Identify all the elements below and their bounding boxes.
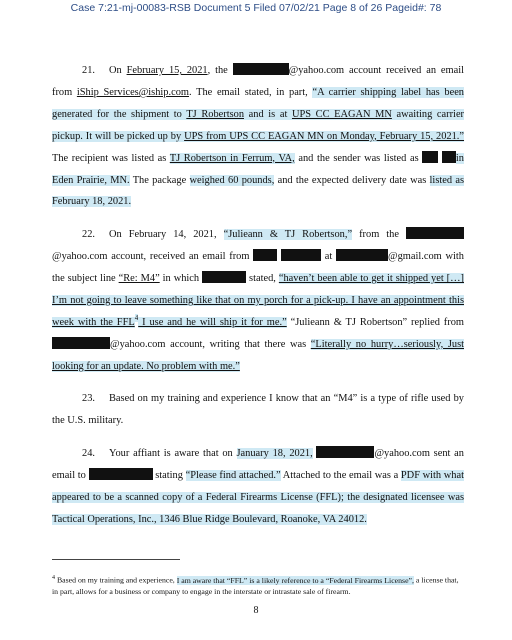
paragraph-number: 21.	[82, 65, 95, 76]
redaction	[316, 446, 374, 458]
footnote-divider	[52, 559, 180, 560]
redaction	[89, 468, 153, 480]
paragraph-number: 24.	[82, 448, 95, 460]
highlight: “Please find attached.”	[185, 470, 281, 482]
highlight: and is at	[244, 108, 292, 120]
redaction	[336, 249, 388, 261]
redaction	[442, 151, 456, 163]
highlight: January 18, 2021,	[236, 448, 313, 460]
case-header: Case 7:21-mj-00083-RSB Document 5 Filed 07/02/21 Page 8 of 26 Pageid#: 78	[70, 2, 442, 14]
footnote-number: 4	[52, 575, 55, 581]
page-number: 8	[253, 605, 259, 616]
highlight: with what appeared to be a scanned copy of a Federal Firearms License (FFL); the designated licensee was Tactical Operations, Inc., 1346 Blue Ridge Boulevard, Roanoke, VA 24012.	[52, 470, 464, 525]
paragraph-24: 24. Your affiant is aware that on January 18, 2021, @yahoo.com sent an email to stating “Please find attached.” Attached to the email was a PDF with what appeared to be a scanned copy of a Federal Firearms License (FFL); the designated licensee was Tactical Operations, Inc., 1346 Blue Ridge Boulevard, Roanoke, VA 24012.	[52, 448, 464, 525]
highlight: PDF	[400, 470, 420, 482]
highlight: “haven’t been able to get it shipped yet […] I’m not going to leave something like that on my porch for a pick-up. I have an appointment this week with the FFL	[52, 273, 464, 328]
redaction	[281, 249, 321, 261]
redaction	[406, 227, 464, 239]
highlight: TJ Robertson	[186, 108, 245, 120]
highlight: “A carrier shipping label has been generated for the shipment to	[52, 86, 464, 120]
highlight: I use and he will ship it for me.”	[138, 316, 287, 328]
highlight: “Julieann & TJ Robertson,”	[223, 229, 353, 241]
redaction	[253, 249, 277, 261]
redaction	[422, 151, 438, 163]
date: February 15, 2021	[126, 65, 208, 76]
highlight: in Eden Prairie, MN.	[52, 152, 465, 186]
redaction	[202, 271, 246, 283]
highlight: listed as February 18, 2021.	[52, 174, 465, 208]
sender-email: iShip Services@iship.com	[76, 86, 189, 98]
paragraph-number: 23.	[82, 393, 95, 405]
highlight: UPS CC EAGAN MN	[291, 108, 392, 120]
footnote: $^4$ Based on my training and experience, I am aware that “FFL” is a likely reference to a “Federal Firearms License”, a license that, in part, allows for a business or company to engage in the interstate or intrastate sale of firearm.	[52, 575, 459, 597]
paragraph-21: 21. On February 15, 2021, the @yahoo.com account received an email from iShip Services@iship.com. The email stated, in part, “A carrier shipping label has been generated for the shipment to TJ Robertson and is at UPS CC EAGAN MN awaiting carrier pickup. It will be picked up by UPS from UPS CC EAGAN MN on Monday, February 15, 2021.” The recipient was listed as TJ Robertson in Ferrum, VA, and the sender was listed as in Eden Prairie, MN. The package weighed 60 pounds, and the expected delivery date was listed as February 18, 2021.	[52, 65, 465, 208]
email-subject: “Re: M4”	[118, 273, 160, 285]
highlight: “Literally no hurry…seriously, Just looking for an update. No problem with me.”	[52, 338, 464, 372]
highlight: UPS from UPS CC EAGAN MN on Monday, February 15, 2021.”	[184, 130, 465, 142]
highlight: weighed 60 pounds,	[189, 174, 275, 186]
footnote-ref: 4	[134, 314, 139, 323]
redaction	[52, 337, 110, 349]
document-body	[52, 60, 464, 542]
highlight: I am aware that “FFL” is a likely reference to a “Federal Firearms License”,	[176, 575, 414, 585]
highlight: TJ Robertson in Ferrum, VA,	[169, 152, 295, 164]
highlight: awaiting carrier pickup. It will be picked up by	[52, 108, 465, 142]
redaction	[233, 63, 289, 75]
paragraph-23: 23. Based on my training and experience I know that an “M4” is a type of rifle used by the U.S. military.	[52, 393, 464, 427]
paragraph-22: 22. On February 14, 2021, “Julieann & TJ Robertson,” from the @yahoo.com account, received an email from at @gmail.com with the subject line “Re: M4” in which stated, “haven’t been able to get it shipped yet […] I’m not going to leave something like that on my porch for a pick-up. I have an appointment this week with the FFL$^4$ I use and he will ship it for me.” “Julieann & TJ Robertson” replied from @yahoo.com account, writing that there was “Literally no hurry…seriously, Just looking for an update. No problem with me.”	[52, 229, 464, 372]
paragraph-number: 22.	[82, 229, 95, 241]
